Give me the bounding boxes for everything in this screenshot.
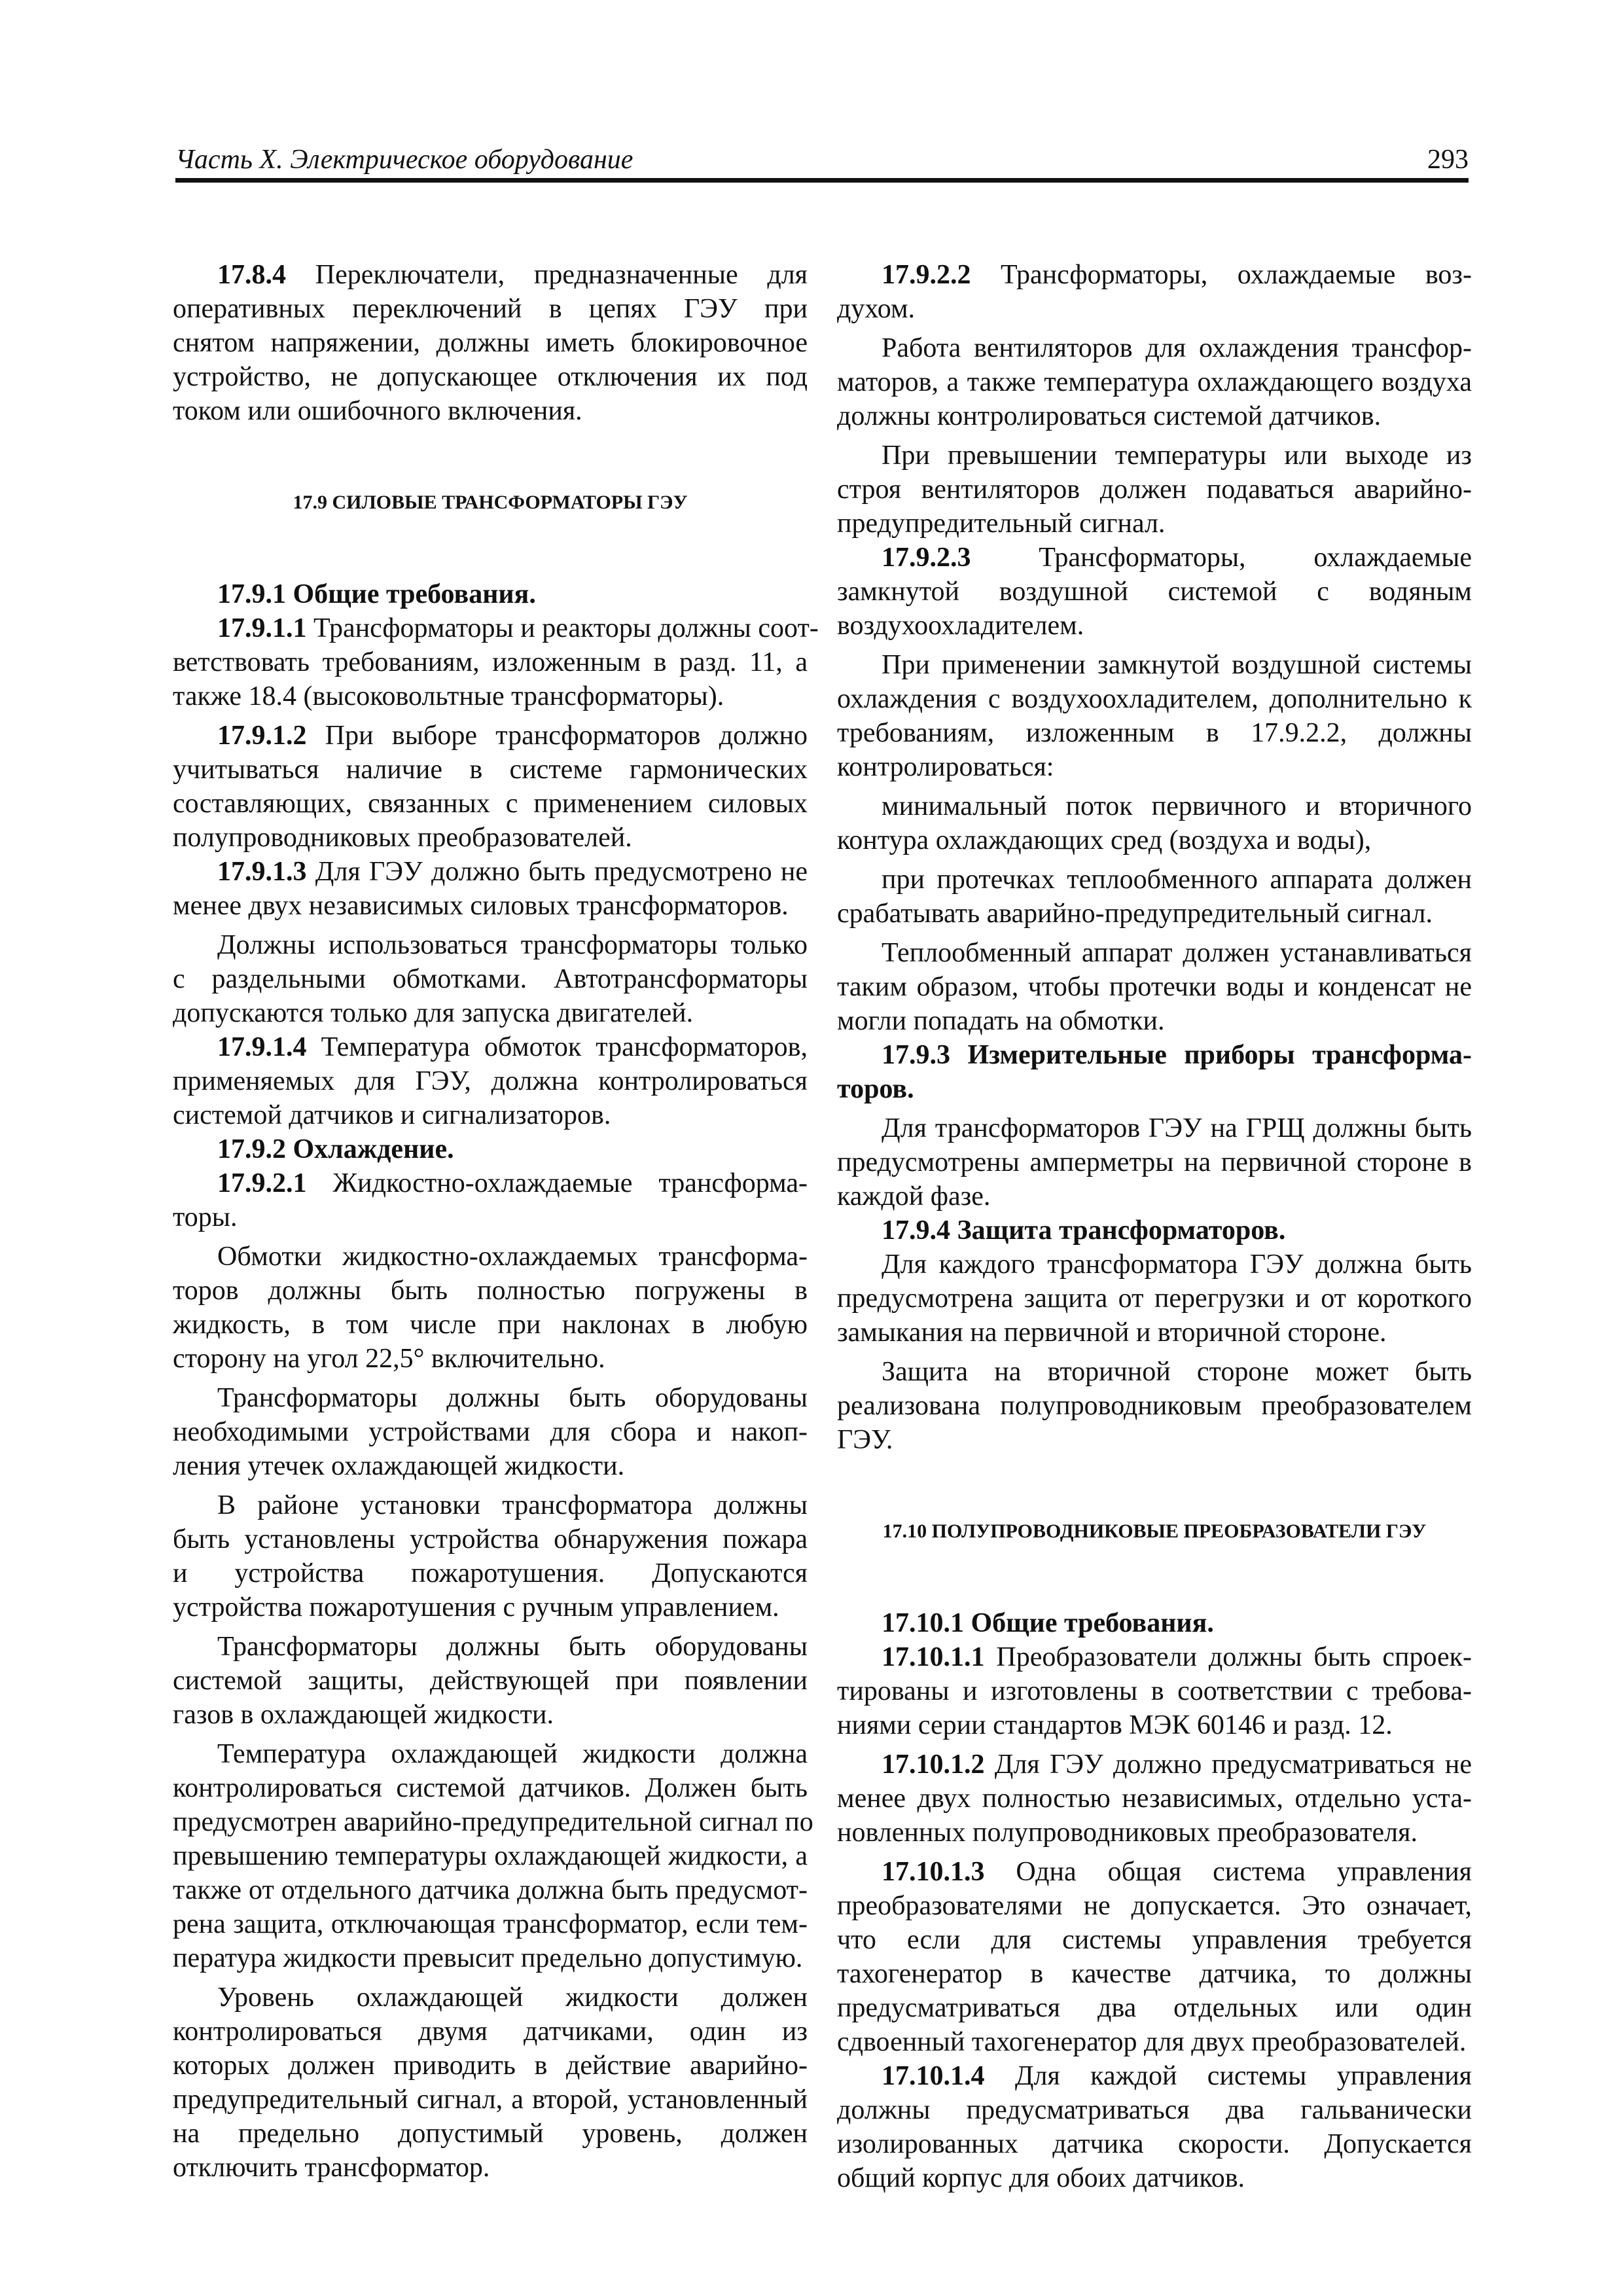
paragraph-17-10-1-2: 17.10.1.2 Для ГЭУ должно предусматриваться не менее двух полностью независимых, отдельно уста- новленных полупроводниковых преобразователя. — [837, 1749, 1472, 1848]
paragraph-17-9-1-3: 17.9.1.3 Для ГЭУ должно быть предусмотрено не менее двух независимых силовых трансформаторов. — [173, 857, 808, 921]
paragraph-17-9-2-1: 17.9.2.1 Жидкостно-охлаждаемые трансформа- торы. — [173, 1168, 808, 1232]
paragraph-leak-alarm: при протечках теплообменного аппарата должен срабатывать аварийно-предупредительный сигнал. — [837, 865, 1472, 929]
clause-number: 17.10.1.3 — [882, 1857, 985, 1887]
paragraph-17-8-4: 17.8.4 Переключатели, предназначенные для оперативных переключений в цепях ГЭУ при снятом напряжении, должны иметь блокировочное устройство, не допускающее отключения их под током или ошибочного включения. — [173, 260, 808, 426]
paragraph-secondary-protection: Защита на вторичной стороне может быть реализована полупроводниковым преобразователем ГЭУ. — [837, 1357, 1472, 1455]
heading-17-9-2: 17.9.2 Охлаждение. — [217, 1134, 454, 1164]
section-title-17-9: 17.9 СИЛОВЫЕ ТРАНСФОРМАТОРЫ ГЭУ — [293, 492, 688, 513]
section-title-17-10: 17.10 ПОЛУПРОВОДНИКОВЫЕ ПРЕОБРАЗОВАТЕЛИ ГЭУ — [882, 1520, 1427, 1542]
right-column — [837, 258, 1472, 2195]
header-title: Часть X. Электрическое оборудование — [175, 145, 633, 175]
paragraph-fire-protection: В районе установки трансформатора должны быть установлены устройства обнаружения пожара и устройства пожаротушения. Допускаются устройства пожаротушения с ручным управлением. — [173, 1490, 808, 1623]
clause-number: 17.9.1.1 — [217, 613, 307, 643]
clause-number: 17.8.4 — [217, 260, 286, 290]
heading-17-9-1: 17.9.1 Общие требования. — [217, 579, 536, 609]
paragraph-liquid-level: Уровень охлаждающей жидкости должен контролироваться двумя датчиками, один из которых должен приводить в действие аварийно- предупредительный сигнал, а второй, установленный на предельно допустимый уровень, должен отключить трансформатор. — [173, 1982, 808, 2183]
paragraph-17-10-1-4: 17.10.1.4 Для каждой системы управления должны предусматриваться два гальванически изолированных датчика скорости. Допускается общий корпус для обоих датчиков. — [837, 2061, 1472, 2193]
paragraph-17-9-1-2: 17.9.1.2 При выборе трансформаторов должно учитываться наличие в системе гармонических составляющих, связанных с применением силовых полупроводниковых преобразователей. — [173, 721, 808, 853]
paragraph-17-10-1-3: 17.10.1.3 Одна общая система управления преобразователями не допускается. Это означает, что если для системы управления требуется тахогенератор в качестве датчика, то должны предусматриваться два отдельных или один сдвоенный тахогенератор для двух преобразователей. — [837, 1857, 1472, 2057]
clause-number: 17.9.2.1 — [217, 1168, 307, 1198]
header-rule — [175, 178, 1469, 183]
paragraph-17-9-1-4: 17.9.1.4 Температура обмоток трансформаторов, применяемых для ГЭУ, должна контролироваться системой датчиков и сигнализаторов. — [173, 1032, 808, 1130]
left-column — [173, 258, 819, 2185]
paragraph-17-9-1-1: 17.9.1.1 Трансформаторы и реакторы должны соот- ветствовать требованиям, изложенным в разд. 11, а также 18.4 (высоковольтные трансформаторы). — [173, 613, 819, 711]
heading-17-9-3: 17.9.3 Измерительные приборы трансформа- торов. — [837, 1040, 1472, 1104]
paragraph-fans: Работа вентиляторов для охлаждения трансфор- маторов, а также температура охлаждающего воздуха должны контролироваться системой датчиков. — [837, 333, 1472, 431]
paragraph-liquid-temperature: Температура охлаждающей жидкости должна контролироваться системой датчиков. Должен быть предусмотрен аварийно-предупредительной сигнал по превышению температуры охлаждающей жидкости, а также от отдельного датчика должна быть предусмот- рена защита, отключающая трансформатор, если тем- пература жидкости превысит предельно допустимую. — [173, 1739, 813, 1973]
paragraph-17-10-1-1: 17.10.1.1 Преобразователи должны быть спроек- тированы и изготовлены в соответствии с требова- ниями серии стандартов МЭК 60146 и разд. 12. — [837, 1642, 1472, 1740]
clause-number: 17.9.1.2 — [217, 721, 307, 751]
paragraph-windings: Обмотки жидкостно-охлаждаемых трансформа- торов должны быть полностью погружены в жидкость, в том числе при наклонах в любую сторону на угол 22,5° включительно. — [173, 1242, 808, 1374]
paragraph-min-flow: минимальный поток первичного и вторичного контура охлаждающих сред (воздуха и воды), — [837, 791, 1472, 855]
paragraph-protection: Для каждого трансформатора ГЭУ должна быть предусмотрена защита от перегрузки и от короткого замыкания на первичной и вторичной стороне. — [837, 1249, 1472, 1348]
heading-17-9-4: 17.9.4 Защита трансформаторов. — [882, 1215, 1286, 1246]
paragraph-ammeters: Для трансформаторов ГЭУ на ГРЩ должны быть предусмотрены амперметры на первичной стороне в каждой фазе. — [837, 1113, 1472, 1211]
paragraph-17-9-2-2: 17.9.2.2 Трансформаторы, охлаждаемые воз- духом. — [837, 260, 1472, 324]
paragraph-overheat: При превышении температуры или выходе из строя вентиляторов должен подаваться аварийно- предупредительный сигнал. — [837, 440, 1472, 539]
running-header — [175, 143, 1469, 181]
page-number: 293 — [1427, 145, 1469, 175]
paragraph-autotransformers: Должны использоваться трансформаторы только с раздельными обмотками. Автотрансформаторы допускаются только для запуска двигателей. — [173, 930, 808, 1028]
clause-number: 17.10.1.2 — [882, 1749, 985, 1780]
paragraph-leak-collection: Трансформаторы должны быть оборудованы необходимыми устройствами для сбора и накоп- ления утечек охлаждающей жидкости. — [173, 1383, 808, 1481]
heading-17-10-1: 17.10.1 Общие требования. — [882, 1608, 1214, 1638]
paragraph-closed-system: При применении замкнутой воздушной системы охлаждения с воздухоохладителем, дополнительно к требованиям, изложенным в 17.9.2.2, должны контролироваться: — [837, 650, 1472, 782]
paragraph-gas-protection: Трансформаторы должны быть оборудованы системой защиты, действующей при появлении газов в охлаждающей жидкости. — [173, 1632, 808, 1730]
clause-number: 17.9.1.3 — [217, 857, 307, 887]
clause-number: 17.9.2.3 — [882, 543, 971, 573]
clause-number: 17.9.2.2 — [882, 260, 971, 290]
paragraph-heat-exchanger: Теплообменный аппарат должен устанавливаться таким образом, чтобы протечки воды и конденсат не могли попадать на обмотки. — [837, 938, 1472, 1036]
clause-number: 17.10.1.1 — [882, 1642, 985, 1672]
clause-number: 17.9.1.4 — [217, 1032, 307, 1062]
paragraph-17-9-2-3: 17.9.2.3 Трансформаторы, охлаждаемые замкнутой воздушной системой с водяным воздухоохладителем. — [837, 543, 1472, 641]
clause-number: 17.10.1.4 — [882, 2061, 985, 2091]
